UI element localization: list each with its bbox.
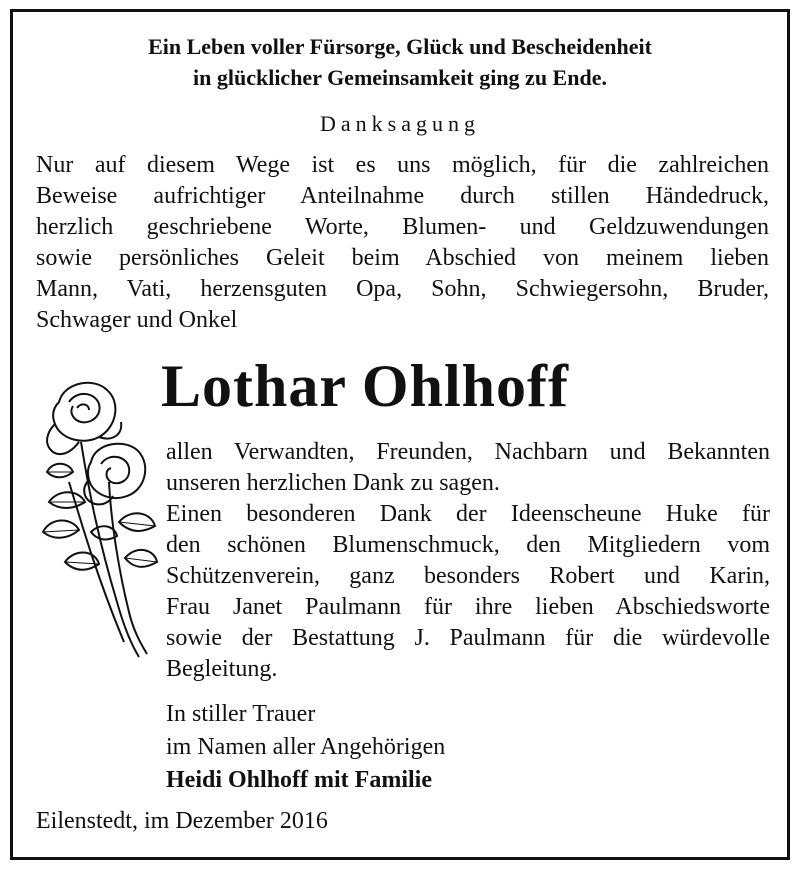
deceased-name: Lothar Ohlhoff (161, 353, 569, 419)
obituary-notice (10, 9, 790, 860)
heading-line-1: Ein Leben voller Fürsorge, Glück und Bescheidenheit (148, 34, 652, 59)
intro-line: sowie persönliches Geleit beim Abschied von meinem lieben (36, 245, 769, 271)
intro-line: Mann, Vati, herzensguten Opa, Sohn, Schwiegersohn, Bruder, (36, 276, 769, 302)
intro-line: herzlich geschriebene Worte, Blumen- und Geldzuwendungen (36, 214, 769, 240)
thanks-line: Frau Janet Paulmann für ihre lieben Abschiedsworte (166, 594, 770, 620)
signature-family: Heidi Ohlhoff mit Familie (166, 767, 432, 793)
intro-line: Nur auf diesem Wege ist es uns möglich, für die zahlreichen (36, 152, 769, 178)
signature-line-1: In stiller Trauer (166, 701, 316, 727)
danksagung-title: Danksagung (320, 111, 480, 136)
thanks-line: Einen besonderen Dank der Ideenscheune Huke für (166, 501, 770, 527)
intro-paragraph (36, 150, 769, 336)
intro-line: Schwager und Onkel (36, 307, 238, 333)
thanks-paragraph (166, 437, 770, 685)
signature-block (166, 698, 445, 797)
heading (13, 31, 787, 93)
thanks-line: allen Verwandten, Freunden, Nachbarn und Bekannten (166, 439, 770, 465)
thanks-line: Begleitung. (166, 656, 278, 682)
thanks-line: unseren herzlichen Dank zu sagen. (166, 470, 500, 496)
place-date: Eilenstedt, im Dezember 2016 (36, 808, 328, 834)
signature-line-2: im Namen aller Angehörigen (166, 734, 446, 760)
intro-line: Beweise aufrichtiger Anteilnahme durch stillen Händedruck, (36, 183, 769, 209)
rose-bouquet-icon (29, 372, 159, 662)
thanks-line: sowie der Bestattung J. Paulmann für die würdevolle (166, 625, 770, 651)
heading-line-2: in glücklicher Gemeinsamkeit ging zu Ende. (193, 65, 607, 90)
thanks-line: den schönen Blumenschmuck, den Mitgliedern vom (166, 532, 770, 558)
thanks-line: Schützenverein, ganz besonders Robert und Karin, (166, 563, 770, 589)
